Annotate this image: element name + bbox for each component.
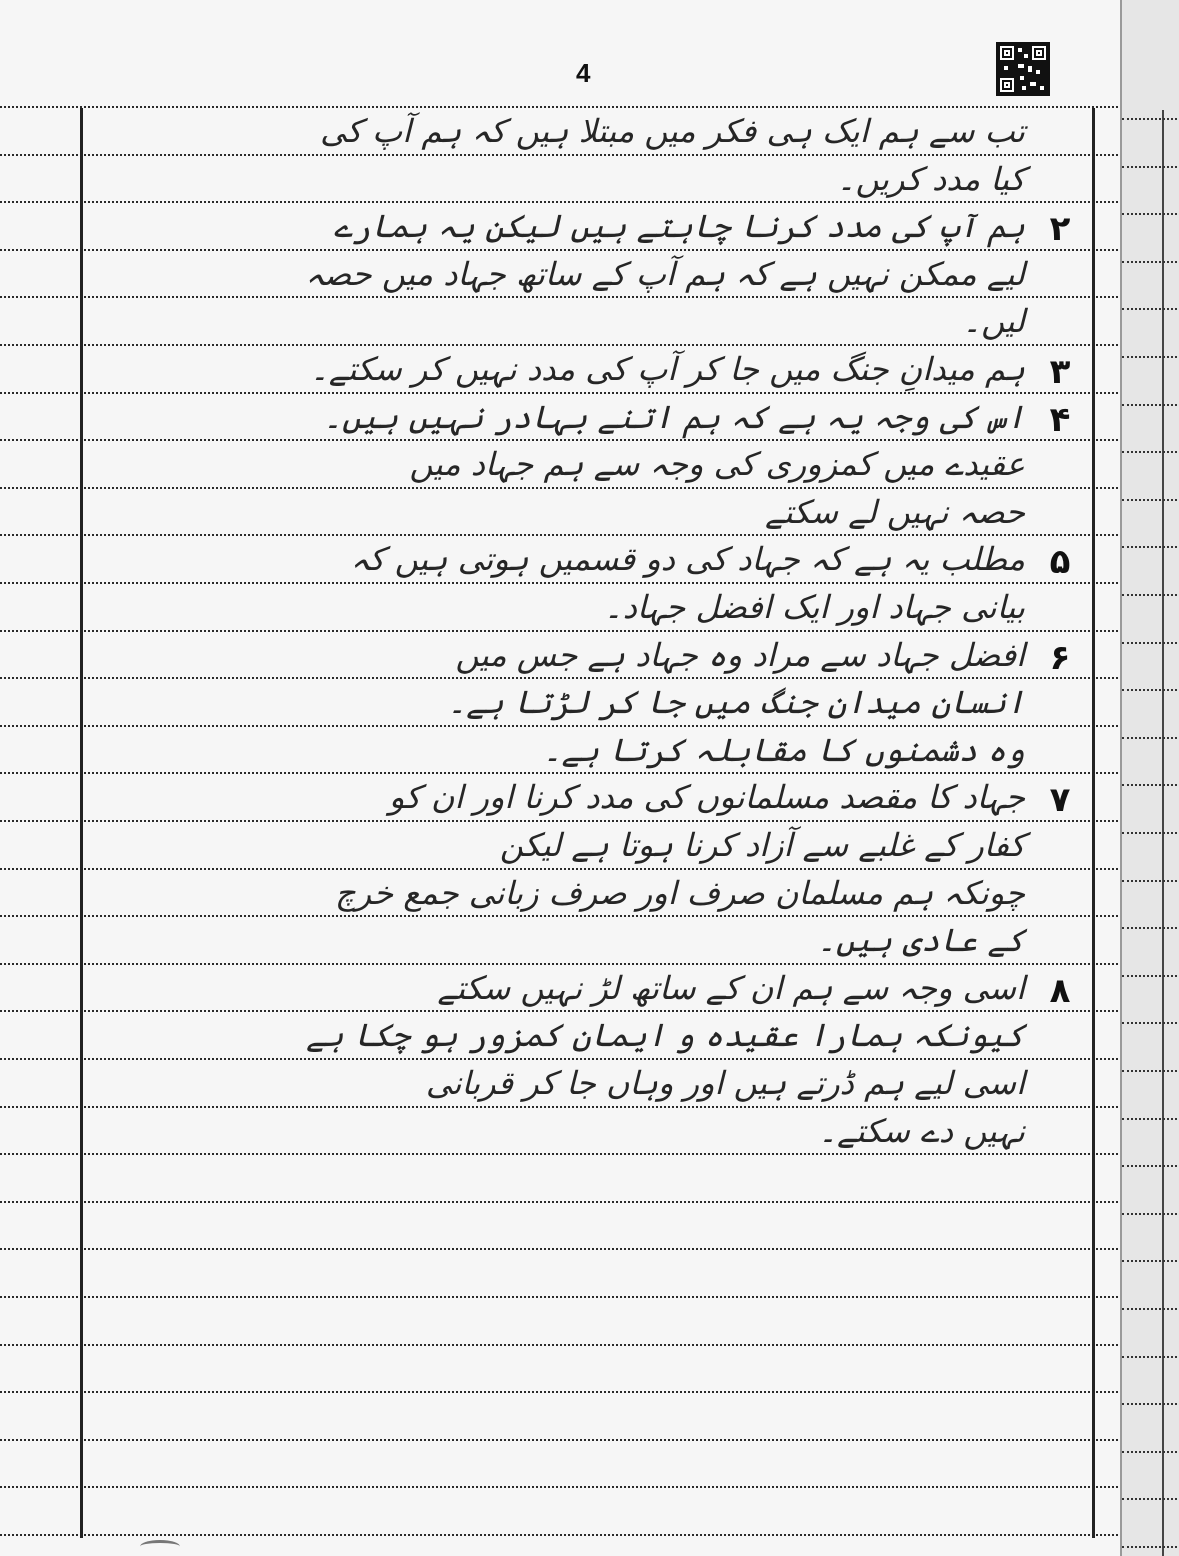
ruled-line — [0, 1201, 1118, 1203]
ruled-line — [1122, 166, 1179, 168]
ruled-line — [0, 1010, 1118, 1012]
ruled-line — [0, 582, 1118, 584]
answer-number: ۲ — [1049, 209, 1071, 250]
ruled-line — [1122, 1356, 1179, 1358]
ruled-line — [1122, 546, 1179, 548]
answer-number: ۷ — [1049, 780, 1071, 821]
margin-line — [80, 108, 83, 1538]
ruled-line — [1122, 975, 1179, 977]
ruled-line — [1122, 1022, 1179, 1024]
qr-code-icon — [996, 42, 1050, 96]
ruled-line — [0, 1439, 1118, 1441]
answer-number: ۸ — [1049, 970, 1071, 1011]
ruled-line — [1122, 213, 1179, 215]
ruled-line — [0, 487, 1118, 489]
ruled-line — [1122, 1546, 1179, 1548]
handwritten-line: بیانی جہاد اور ایک افضل جہاد۔ — [604, 588, 1025, 626]
ruled-line — [1122, 404, 1179, 406]
answer-number: ۵ — [1049, 542, 1071, 583]
ruled-line — [1122, 1070, 1179, 1072]
ruled-line — [0, 1106, 1118, 1108]
ruled-line — [0, 630, 1118, 632]
ruled-line — [0, 677, 1118, 679]
ruled-line — [0, 1391, 1118, 1393]
ruled-line — [1122, 784, 1179, 786]
ruled-line — [0, 1248, 1118, 1250]
ruled-line — [1122, 499, 1179, 501]
ruled-line — [1122, 832, 1179, 834]
ruled-line — [0, 201, 1118, 203]
handwritten-line: کیونکہ ہمارا عقیدہ و ایمان کمزور ہو چکا ہے — [306, 1016, 1025, 1055]
ruled-line — [1122, 880, 1179, 882]
handwritten-line: وہ دشمنوں کا مقابلہ کرتا ہے۔ — [542, 730, 1025, 769]
ruled-line — [0, 725, 1118, 727]
ruled-line — [0, 1296, 1118, 1298]
ruled-line — [0, 772, 1118, 774]
ruled-line — [0, 106, 1118, 108]
handwritten-line: لیے ممکن نہیں ہے کہ ہم آپ کے ساتھ جہاد میں حصہ — [305, 254, 1025, 293]
ruled-line — [0, 249, 1118, 251]
ruled-line — [1122, 737, 1179, 739]
ruled-line — [1122, 1118, 1179, 1120]
answer-number: ۶ — [1049, 637, 1071, 678]
handwritten-line: چونکہ ہم مسلمان صرف اور صرف زبانی جمع خرچ — [335, 873, 1025, 912]
ruled-line — [1122, 451, 1179, 453]
ruled-line — [1122, 927, 1179, 929]
ruled-line — [0, 534, 1118, 536]
ruled-line — [1122, 594, 1179, 596]
ruled-line — [1122, 1260, 1179, 1262]
handwritten-line: اسی وجہ سے ہم ان کے ساتھ لڑ نہیں سکتے — [437, 968, 1025, 1007]
handwritten-line: اس کی وجہ یہ ہے کہ ہم اتنے بہادر نہیں ہیں۔ — [323, 397, 1025, 436]
page-number: 4 — [576, 58, 591, 88]
ruled-line — [0, 439, 1118, 441]
ruled-line — [0, 963, 1118, 965]
handwritten-line: نہیں دے سکتے۔ — [818, 1111, 1025, 1150]
handwritten-line: مطلب یہ ہے کہ جہاد کی دو قسمیں ہوتی ہیں کہ — [350, 540, 1025, 579]
handwritten-line: کفار کے غلبے سے آزاد کرنا ہوتا ہے لیکن — [499, 826, 1025, 864]
ruled-line — [1122, 1451, 1179, 1453]
handwritten-line: ہم میدانِ جنگ میں جا کر آپ کی مدد نہیں کر سکتے۔ — [310, 350, 1025, 388]
ruled-line — [1122, 1498, 1179, 1500]
ruled-line — [0, 1486, 1118, 1488]
ruled-line — [1122, 118, 1179, 120]
handwritten-line: کے عادی ہیں۔ — [817, 921, 1025, 960]
ruled-line — [0, 392, 1118, 394]
ruled-line — [0, 820, 1118, 822]
ruled-line — [1122, 261, 1179, 263]
handwritten-line: کیا مدد کریں۔ — [836, 159, 1025, 198]
handwritten-line: تب سے ہم ایک ہی فکر میں مبتلا ہیں کہ ہم آپ کی — [320, 112, 1025, 150]
ruled-line — [1122, 1213, 1179, 1215]
ruled-line — [0, 868, 1118, 870]
ruled-line — [0, 915, 1118, 917]
ruled-line — [0, 1058, 1118, 1060]
handwritten-line: جہاد کا مقصد مسلمانوں کی مدد کرنا اور ان کو — [389, 778, 1025, 817]
ruled-line — [1122, 1403, 1179, 1405]
ruled-line — [0, 1344, 1118, 1346]
ruled-line — [0, 154, 1118, 156]
ruled-line — [0, 344, 1118, 346]
adjacent-page-edge — [1120, 0, 1179, 1556]
handwritten-line: اسی لیے ہم ڈرتے ہیں اور وہاں جا کر قربانی — [425, 1064, 1025, 1102]
ruled-line — [1122, 689, 1179, 691]
answer-number: ۴ — [1049, 399, 1071, 440]
ruled-line — [1122, 1308, 1179, 1310]
handwritten-line: لیں۔ — [962, 302, 1025, 341]
pen-mark — [140, 1540, 180, 1553]
handwritten-line: انسان میدان جنگ میں جا کر لڑتا ہے۔ — [447, 683, 1025, 722]
ruled-line — [1122, 308, 1179, 310]
ruled-line — [0, 1534, 1118, 1536]
handwritten-line: عقیدے میں کمزوری کی وجہ سے ہم جہاد میں — [409, 445, 1025, 484]
handwritten-line: ہم آپ کی مدد کرنا چاہتے ہیں لیکن یہ ہمارے — [333, 207, 1025, 246]
handwritten-line: افضل جہاد سے مراد وہ جہاد ہے جس میں — [455, 635, 1025, 674]
ruled-line — [0, 296, 1118, 298]
ruled-line — [1122, 642, 1179, 644]
ruled-line — [1122, 1165, 1179, 1167]
ruled-line — [0, 1153, 1118, 1155]
ruled-line — [1122, 356, 1179, 358]
handwritten-line: حصہ نہیں لے سکتے — [765, 492, 1025, 531]
answer-number: ۳ — [1049, 352, 1071, 392]
number-column-line — [1092, 108, 1095, 1538]
